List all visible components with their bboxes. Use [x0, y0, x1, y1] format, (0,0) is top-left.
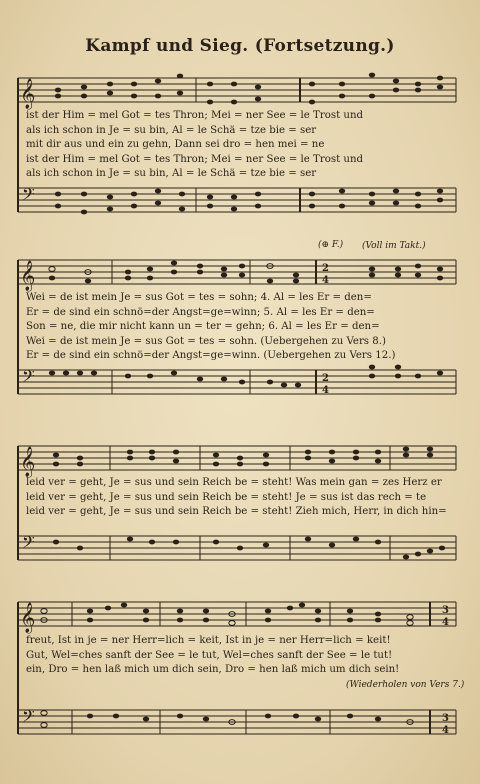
- treble-clef-icon: 𝄞: [20, 603, 36, 633]
- time-sig-top: 2: [322, 263, 329, 274]
- bass-clef-icon: 𝄢: [22, 706, 35, 730]
- time-sig-bottom: 4: [442, 617, 449, 628]
- time-sig-top: 3: [442, 605, 449, 616]
- time-sig-top-bass: 3: [442, 713, 449, 724]
- time-sig-bottom-bass: 4: [322, 385, 329, 396]
- bass-clef-icon: 𝄢: [22, 366, 35, 390]
- annotation-repeat: (Wiederholen von Vers 7.): [346, 680, 465, 690]
- annotation-tempo: (Voll im Takt.): [362, 241, 426, 251]
- treble-clef-icon: 𝄞: [20, 447, 36, 477]
- annotation-fermata: (⊕ F.): [318, 240, 344, 250]
- treble-clef-icon: 𝄞: [20, 261, 36, 291]
- bass-clef-icon: 𝄢: [22, 184, 35, 208]
- system-2-lyrics: Wei = de ist mein Je = sus Got = tes = sohn; 4. Al = les Er = den= Er = de sind ein schnö=der Angst=ge=winn; 5. Al = les Er = den= Son = ne, die mir nicht kann un = ter = gehn; 6. Al = les Er = den= Wei = de ist mein Je = sus Got = tes = sohn. (Uebergehen zu Vers 8.) Er = de sind ein schnö=der Angst=ge=winn. (Uebergehen zu Vers 12.): [26, 292, 396, 362]
- system-1-lyrics: ist der Him = mel Got = tes Thron; Mei = ner See = le Trost und als ich schon in Je = su bin, Al = le Schä = tze bie = ser mit dir aus und ein zu gehn, Dann sei dro = hen mei = ne ist der Him = mel Got = tes Thron; Mei = ner See = le Trost und als ich schon in Je = su bin, Al = le Schä = tze bie = ser: [26, 110, 364, 180]
- system-3-lyrics: leid ver = geht, Je = sus und sein Reich be = steht! Was mein gan = zes Herz er leid ver = geht, Je = sus und sein Reich be = steht! Je = sus ist das rech = te leid ver = geht, Je = sus und sein Reich be = steht! Zieh mich, Herr, in dich hin=: [26, 477, 447, 518]
- page-title: Kampf und Sieg. (Fortsetzung.): [85, 36, 395, 56]
- bass-clef-icon: 𝄢: [22, 532, 35, 556]
- time-sig-bottom: 4: [322, 275, 329, 286]
- time-sig-bottom-bass: 4: [442, 725, 449, 736]
- time-sig-top-bass: 2: [322, 373, 329, 384]
- treble-clef-icon: 𝄞: [20, 79, 36, 109]
- system-4-lyrics: freut, Ist in je = ner Herr=lich = keit, Ist in je = ner Herr=lich = keit! Gut, Wel=ches sanft der See = le tut, Wel=ches sanft der See = le tut! ein, Dro = hen laß mich um dich sein, Dro = hen laß mich um dich sein!: [26, 635, 400, 676]
